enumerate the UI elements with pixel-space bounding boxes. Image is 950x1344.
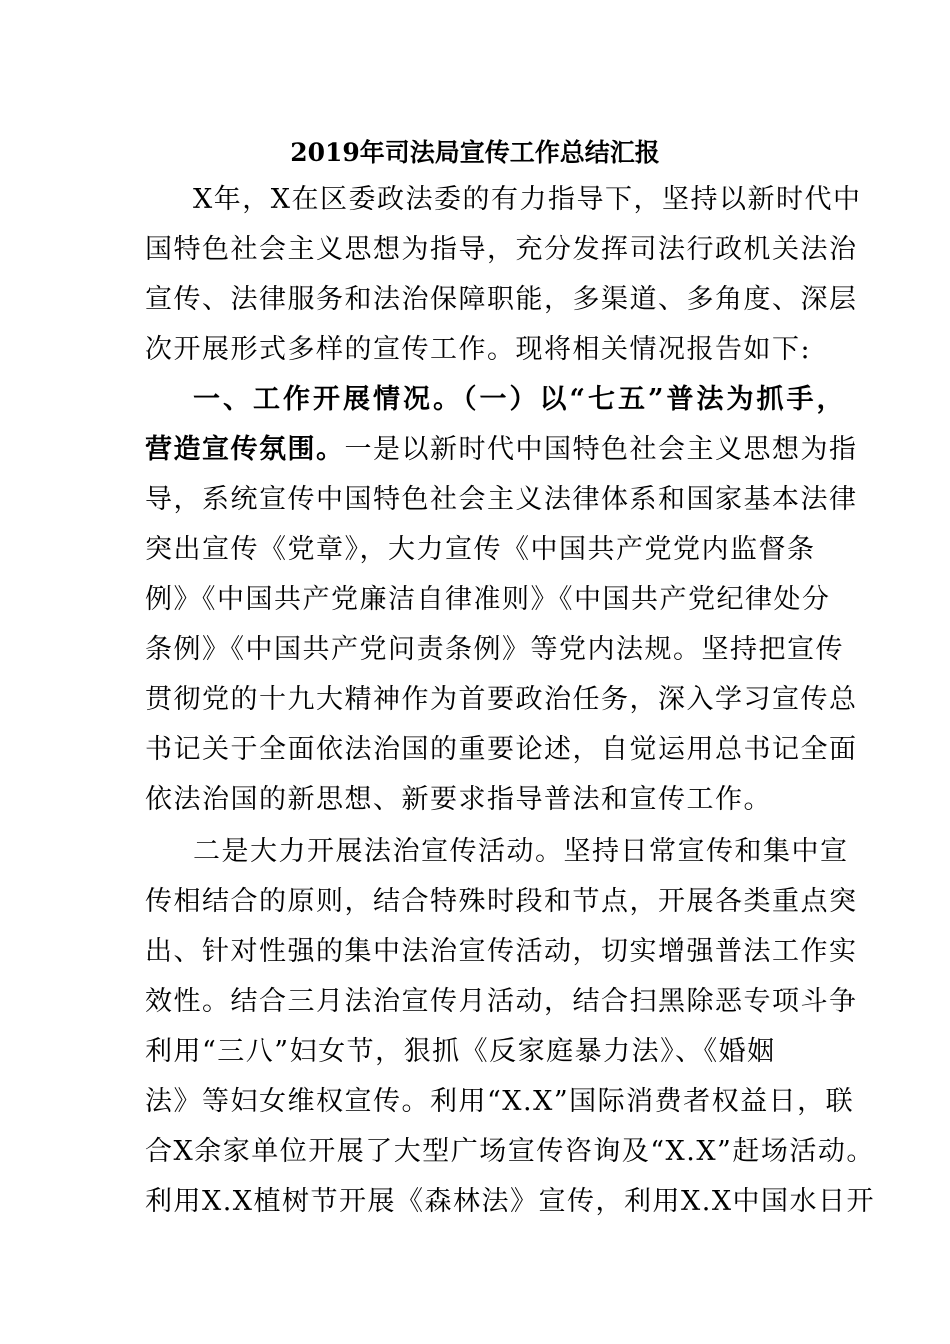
- section-subheading: 营造宣传氛围。: [145, 434, 345, 465]
- paragraph-line: 例》《中国共产党廉洁自律准则》《中国共产党纪律处分: [145, 584, 831, 615]
- paragraph-line: 法》等妇女维权宣传。利用“X.X”国际消费者权益日，联: [145, 1086, 855, 1117]
- document-title: 2019年司法局宣传工作总结汇报: [290, 138, 660, 167]
- paragraph-line: 条例》《中国共产党问责条例》等党内法规。坚持把宣传: [145, 634, 844, 665]
- paragraph-line: 合X余家单位开展了大型广场宣传咨询及“X.X”赶场活动。: [145, 1136, 875, 1167]
- paragraph-line: 传相结合的原则，结合特殊时段和节点，开展各类重点突: [145, 886, 858, 917]
- intro-line: 次开展形式多样的宣传工作。现将相关情况报告如下:: [145, 334, 812, 365]
- paragraph-line: 书记关于全面依法治国的重要论述，自觉运用总书记全面: [145, 734, 858, 765]
- intro-line: 国特色社会主义思想为指导，充分发挥司法行政机关法治: [145, 234, 858, 265]
- section-heading-line2: [145, 432, 858, 468]
- paragraph-line: 导，系统宣传中国特色社会主义法律体系和国家基本法律: [145, 484, 858, 515]
- paragraph-line: 出、针对性强的集中法治宣传活动，切实增强普法工作实: [145, 936, 858, 967]
- paragraph-line: 利用“三八”妇女节，狠抓《反家庭暴力法》、《婚姻: [145, 1036, 776, 1067]
- paragraph-line: 贯彻党的十九大精神作为首要政治任务，深入学习宣传总: [145, 684, 858, 715]
- paragraph-line: 利用X.X植树节开展《森林法》宣传，利用X.X中国水日开: [145, 1186, 876, 1217]
- paragraph-line: 二是大力开展法治宣传活动。坚持日常宣传和集中宣: [193, 836, 849, 867]
- paragraph-line: 效性。结合三月法治宣传月活动，结合扫黑除恶专项斗争: [145, 986, 858, 1017]
- section-heading: 一、工作开展情况。（一）以“七五”普法为抓手，: [193, 384, 847, 415]
- paragraph-text: 一是以新时代中国特色社会主义思想为指: [344, 434, 858, 465]
- paragraph-line: 突出宣传《党章》，大力宣传《中国共产党党内监督条: [145, 534, 816, 565]
- intro-line: X年，X在区委政法委的有力指导下，坚持以新时代中: [193, 184, 862, 215]
- paragraph-line: 依法治国的新思想、新要求指导普法和宣传工作。: [145, 784, 772, 815]
- intro-line: 宣传、法律服务和法治保障职能，多渠道、多角度、深层: [145, 284, 858, 315]
